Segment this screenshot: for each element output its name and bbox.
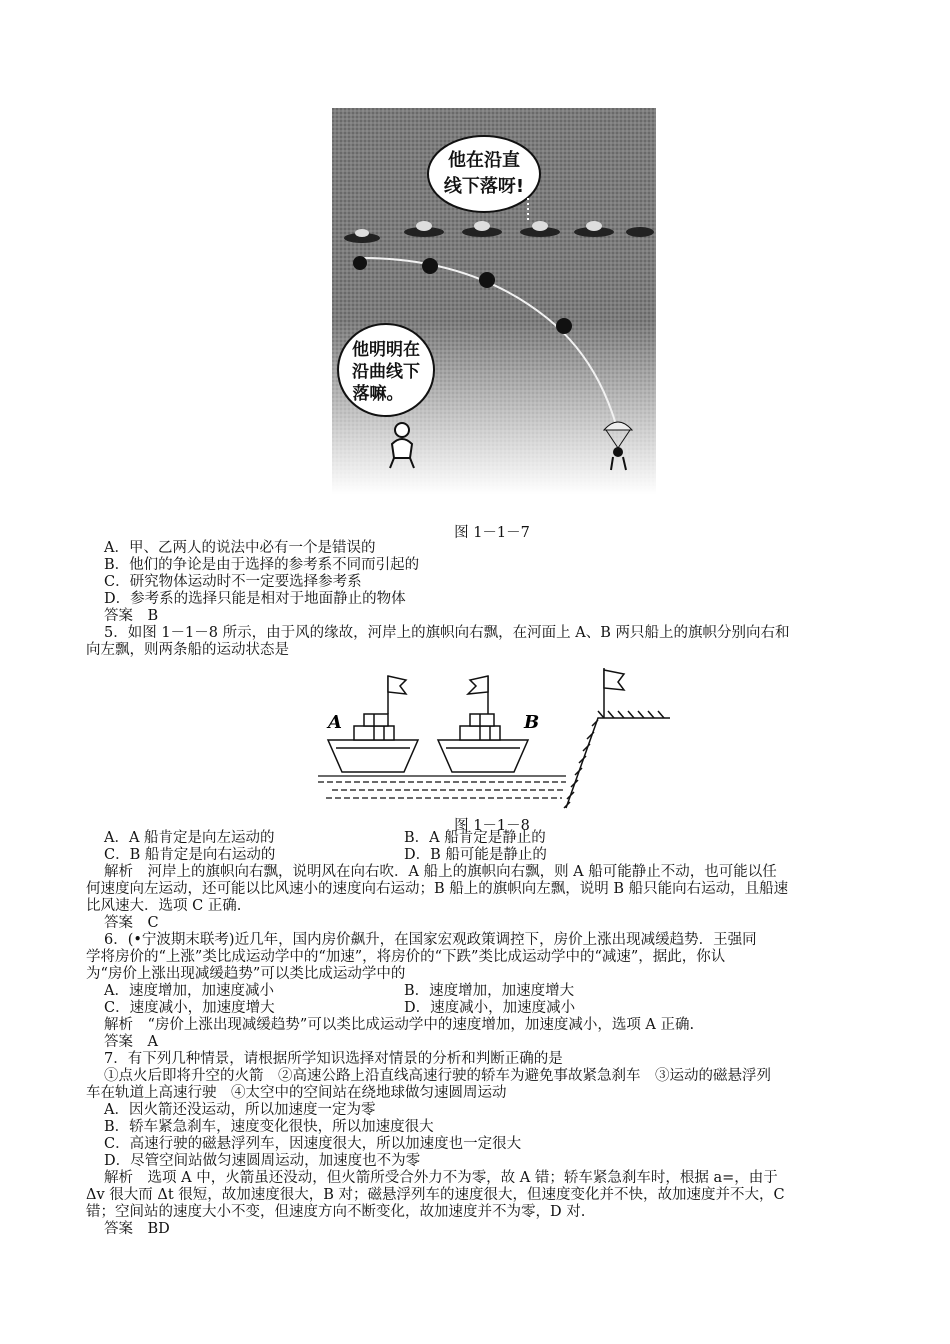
bubble-top-line2: 线下落呀! [443,176,525,197]
q5-analysis-line2: 何速度向左运动，还可能以比风速小的速度向右运动；B 船上的旗帜向左飘，说明 B 船只能向右运动，且船速 [86,881,789,897]
boat-a-label: A [328,712,342,733]
q7-analysis-line3: 错；空间站的速度大小不变，但速度方向不断变化，故加速度并不为零，D 对. [86,1204,586,1220]
q6-option-d: D．速度减小，加速度减小 [404,1000,576,1016]
boat-b-label: B [524,712,540,733]
q7-answer: 答案 BD [104,1221,170,1237]
q6-stem-line1: 6．(•宁波期末联考)近几年，国内房价飙升，在国家宏观政策调控下，房价上涨出现减缓趋势．王强同 [104,932,757,948]
bubble-bottom-line3: 落嘛。 [352,384,404,404]
q4-option-b: B．他们的争论是由于选择的参考系不同而引起的 [104,557,420,573]
q7-option-a: A．因火箭还没运动，所以加速度一定为零 [104,1102,376,1118]
figure-caption-1-1-7: 图 1－1－7 [454,525,530,541]
q7-stem-line3: 车在轨道上高速行驶 ④太空中的空间站在绕地球做匀速圆周运动 [86,1085,507,1101]
q4-option-d: D．参考系的选择只能是相对于地面静止的物体 [104,591,406,607]
q7-option-b: B．轿车紧急刹车，速度变化很快，所以加速度很大 [104,1119,434,1135]
q7-option-d: D．尽管空间站做匀速圆周运动，加速度也不为零 [104,1153,421,1169]
bubble-bottom-line2: 沿曲线下 [352,362,420,382]
q5-option-a: A．A 船肯定是向左运动的 [104,830,275,846]
q7-stem-line1: 7．有下列几种情景，请根据所学知识选择对情景的分析和判断正确的是 [104,1051,563,1067]
q4-answer: 答案 B [104,608,159,624]
q5-stem-line2: 向左飘，则两条船的运动状态是 [86,642,289,658]
riverbank [564,711,670,808]
q5-option-b: B．A 船肯定是静止的 [404,830,546,846]
q6-stem-line2: 学将房价的“上涨”类比成运动学中的“加速”，将房价的“下跌”类比成运动学中的“减速”，据此，你认 [86,949,726,965]
shore-flag [604,668,624,718]
q4-option-a: A．甲、乙两人的说法中必有一个是错误的 [104,540,376,556]
q5-option-d: D．B 船可能是静止的 [404,847,547,863]
q6-option-a: A．速度增加，加速度减小 [104,983,274,999]
q7-stem-line2: ①点火后即将升空的火箭 ②高速公路上沿直线高速行驶的轿车为避免事故紧急刹车 ③运动的磁悬浮列 [104,1068,771,1084]
cartoon-figure [332,108,656,494]
boats-figure [318,668,674,810]
q5-answer: 答案 C [104,915,159,931]
q4-option-c: C．研究物体运动时不一定要选择参考系 [104,574,362,590]
q7-analysis-line2: Δv 很大而 Δt 很短，故加速度很大，B 对；磁悬浮列车的速度很大，但速度变化并不快，故加速度并不大，C [86,1187,785,1203]
q6-option-c: C．速度减小，加速度增大 [104,1000,275,1016]
q5-option-c: C．B 船肯定是向右运动的 [104,847,276,863]
q6-answer: 答案 A [104,1034,158,1050]
q6-analysis: 解析 “房价上涨出现减缓趋势”可以类比成运动学中的速度增加，加速度减小，选项 A 正确. [104,1017,695,1033]
speech-bubble-bottom [338,324,434,416]
q7-option-c: C．高速行驶的磁悬浮列车，因速度很大，所以加速度也一定很大 [104,1136,522,1152]
q6-option-b: B．速度增加，加速度增大 [404,983,575,999]
figure-caption-1-1-8: 图 1－1－8 [454,818,530,834]
q5-analysis-line1: 解析 河岸上的旗帜向右飘，说明风在向右吹．A 船上的旗帜向右飘，则 A 船可能静止不动，也可能以任 [104,864,777,880]
bubble-bottom-line1: 他明明在 [352,340,420,360]
q6-stem-line3: 为“房价上涨出现减缓趋势”可以类比成运动学中的 [86,966,406,982]
q7-analysis-line1: 解析 选项 A 中，火箭虽还没动，但火箭所受合外力不为零，故 A 错；轿车紧急刹车时，根据 a=，由于 [104,1170,778,1186]
boat-b [438,676,528,772]
water-lines [318,776,566,798]
bubble-top-line1: 他在沿直 [448,150,520,171]
q5-analysis-line3: 比风速大．选项 C 正确. [86,898,242,914]
q5-stem-line1: 5．如图 1－1－8 所示，由于风的缘故，河岸上的旗帜向右飘，在河面上 A、B 两只船上的旗帜分别向右和 [104,625,790,641]
